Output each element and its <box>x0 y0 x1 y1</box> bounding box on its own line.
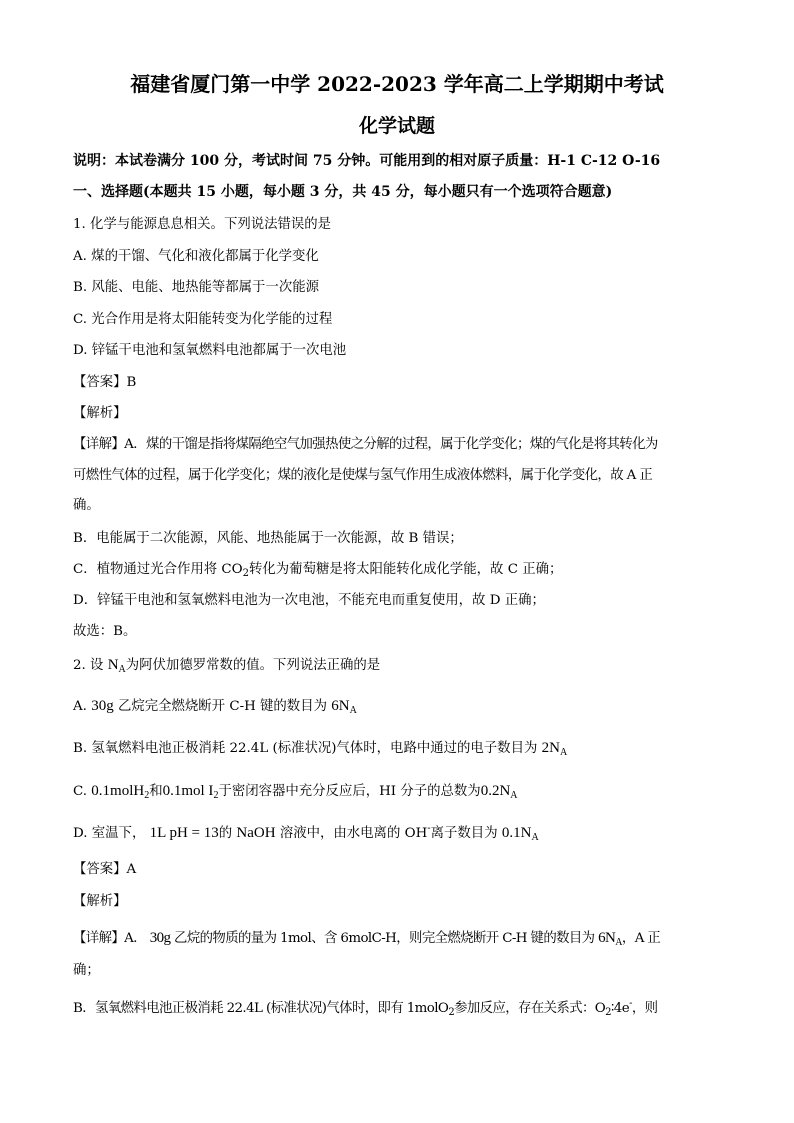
q2-answer: 【答案】A <box>73 862 137 877</box>
q2-analysis-label: 【解析】 <box>73 894 127 909</box>
q2-detail-a-value <box>598 930 622 946</box>
q1-conclusion: 故选：B。 <box>73 624 137 639</box>
q2-option-c-h2-main: 0.1molH <box>91 783 145 799</box>
q2-option-b-value-sub: A <box>559 747 568 758</box>
q2-option-a-mass: 30g <box>91 698 114 714</box>
q2-option-d-text-end: 离子数目为 <box>430 826 502 841</box>
q2-option-b-text: B. 氢氧燃料电池正极消耗 22.4L (标准状况)气体时，电路中通过的电子数目为 <box>73 741 542 756</box>
q2-option-c-i2 <box>163 783 219 799</box>
q1-detail-c <box>73 561 562 579</box>
document-title: 福建省厦门第一中学 2022-2023 学年高二上学期期中考试 <box>130 72 664 96</box>
q2-detail-b-ratio: ∶4e <box>610 1001 630 1016</box>
q1-detail-line-3: 确。 <box>73 498 100 513</box>
q2-stem <box>73 656 380 675</box>
q1-stem: 1. 化学与能源息息相关。下列说法错误的是 <box>73 217 332 232</box>
q2-option-c-label: C. <box>73 784 92 799</box>
q2-option-d-charge: - <box>427 823 431 834</box>
q1-option-a: A. 煤的干馏、气化和液化都属于化学变化 <box>73 249 319 264</box>
q2-option-a-value <box>331 698 357 714</box>
q1-detail-line-1: 【详解】A．煤的干馏是指将煤隔绝空气加强热使之分解的过程，属于化学变化；煤的气化是将其转化为 <box>73 437 658 452</box>
q1-detail-c-text: C．植物通过光合作用将 CO <box>73 562 243 577</box>
q2-option-d-text: 溶液中，由水电离的 OH <box>275 826 428 841</box>
q2-option-d <box>73 824 539 843</box>
q2-detail-a-text-end: ，A 正 <box>621 931 661 946</box>
q2-option-c-i2-main: 0.1mol I <box>162 783 214 799</box>
q2-option-a-value-main: 6N <box>331 698 350 714</box>
q2-option-d-naoh: NaOH <box>236 825 276 841</box>
q2-option-c-h2-sub: 2 <box>144 790 150 801</box>
q1-option-c: C. 光合作用是将太阳能转变为化学能的过程 <box>73 312 333 327</box>
q2-option-d-ph: 1L pH = 13 <box>149 825 219 841</box>
q2-detail-b-subscript-1: 2 <box>448 1007 455 1018</box>
q2-detail-b-subscript-2: 2 <box>605 1007 611 1018</box>
q1-option-d: D. 锌锰干电池和氢氧燃料电池都属于一次电池 <box>73 343 347 358</box>
q2-option-c <box>73 782 518 801</box>
q2-detail-b-charge: - <box>629 998 632 1009</box>
exam-note: 说明：本试卷满分 100 分，考试时间 75 分钟。可能用到的相对原子质量：H-1 C-12 O-16 <box>73 153 661 169</box>
q2-option-b-value <box>542 740 568 756</box>
q2-stem-text: 为阿伏加德罗常数的值。下列说法正确的是 <box>125 658 381 673</box>
q1-option-b: B. 风能、电能、地热能等都属于一次能源 <box>73 280 319 295</box>
q2-detail-b-text-end: ，则 <box>631 1001 658 1016</box>
q2-stem-symbol <box>108 657 126 673</box>
q2-detail-a-value-main: 6N <box>598 930 616 946</box>
q2-option-c-text: 于密闭容器中充分反应后，HI 分子的总数为 <box>218 784 481 799</box>
q2-option-b-value-main: 2N <box>541 740 560 756</box>
q2-option-c-value-main: 0.2N <box>480 783 511 799</box>
q2-option-c-value <box>481 783 518 799</box>
q2-detail-b-text-mid: 参加反应，存在关系式：O <box>454 1001 606 1016</box>
q1-detail-c-subscript: 2 <box>242 568 250 579</box>
q2-option-c-value-sub: A <box>510 790 518 801</box>
q2-option-a-text: 乙烷完全燃烧断开 C-H 键的数目为 <box>113 699 332 714</box>
q1-answer: 【答案】B <box>73 375 137 390</box>
q2-stem-symbol-sub: A <box>118 664 126 675</box>
q2-detail-a-line-1 <box>73 929 660 948</box>
q1-detail-c-text-end: 转化为葡萄糖是将太阳能转化成化学能，故 C 正确； <box>249 562 563 577</box>
q2-option-d-value-sub: A <box>531 832 539 843</box>
q2-detail-b-text: B．氢氧燃料电池正极消耗 22.4L (标准状况)气体时，即有 1molO <box>73 1001 449 1016</box>
q2-stem-number: 2. 设 <box>73 658 108 673</box>
q2-option-a-label: A. <box>73 699 92 714</box>
q2-option-c-h2 <box>91 783 149 799</box>
q2-option-d-value <box>502 825 539 841</box>
q2-stem-symbol-n: N <box>107 657 119 673</box>
q1-analysis-label: 【解析】 <box>73 406 127 421</box>
q2-option-a-value-sub: A <box>349 705 357 716</box>
q1-detail-b: B．电能属于二次能源，风能、地热能属于一次能源，故 B 错误； <box>73 531 463 546</box>
document-subtitle: 化学试题 <box>358 115 435 137</box>
q2-detail-a-text: 乙烷的物质的量为 1mol、含 6molC-H，则完全燃烧断开 C-H 键的数目为 <box>170 931 599 946</box>
q2-option-a <box>73 697 357 716</box>
q1-detail-line-2: 可燃性气体的过程，属于化学变化；煤的液化是使煤与氢气作用生成液体燃料，属于化学变化，故 A 正 <box>73 468 653 483</box>
q2-detail-a-label: 【详解】A． <box>73 931 150 946</box>
q2-option-d-of: 的 <box>218 826 237 841</box>
q2-option-c-i2-sub: 2 <box>213 790 219 801</box>
q2-option-d-value-main: 0.1N <box>501 825 532 841</box>
section-heading: 一、选择题(本题共 15 小题，每小题 3 分，共 45 分，每小题只有一个选项符合题意) <box>73 184 613 200</box>
q1-detail-d: D．锌锰干电池和氢氧燃料电池为一次电池，不能充电而重复使用，故 D 正确； <box>73 593 545 608</box>
q2-detail-a-mass: 30g <box>149 930 171 946</box>
q2-detail-a-line-2: 确； <box>73 963 100 978</box>
q2-option-d-label: D. 室温下， <box>73 826 150 841</box>
q2-option-c-and: 和 <box>149 784 163 799</box>
q2-detail-a-value-sub: A <box>615 937 622 948</box>
q2-option-b <box>73 739 567 758</box>
q2-detail-b <box>73 1000 657 1018</box>
